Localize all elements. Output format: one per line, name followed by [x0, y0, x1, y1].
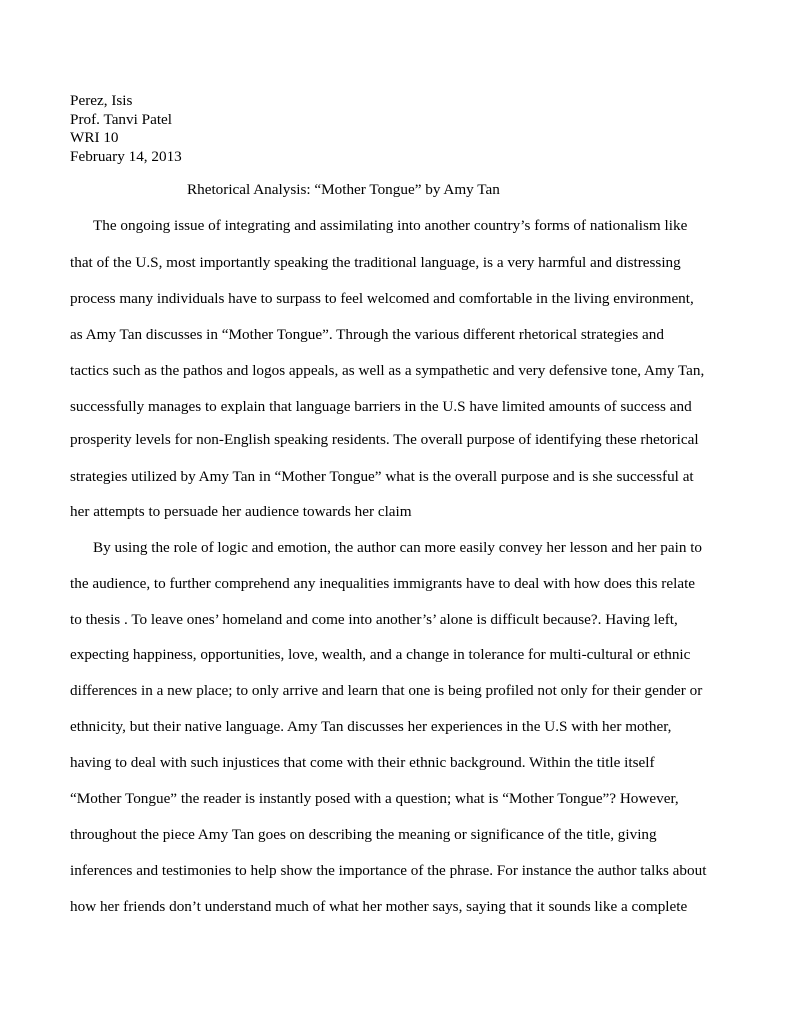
course-name: WRI 10: [70, 129, 119, 146]
paragraph-line: strategies utilized by Amy Tan in “Mother Tongue” what is the overall purpose and is she successful at: [70, 468, 694, 485]
essay-title: Rhetorical Analysis: “Mother Tongue” by Amy Tan: [187, 181, 500, 198]
paragraph-line: expecting happiness, opportunities, love, wealth, and a change in tolerance for multi-cultural or ethnic: [70, 646, 691, 663]
paragraph-line: successfully manages to explain that language barriers in the U.S have limited amounts of success and: [70, 398, 692, 415]
paragraph-line: differences in a new place; to only arrive and learn that one is being profiled not only for their gender or: [70, 682, 703, 699]
paragraph-line: throughout the piece Amy Tan goes on describing the meaning or significance of the title, giving: [70, 826, 657, 843]
paragraph-line: the audience, to further comprehend any inequalities immigrants have to deal with how does this relate: [70, 575, 696, 592]
professor-name: Prof. Tanvi Patel: [70, 110, 173, 128]
paragraph-line: “Mother Tongue” the reader is instantly posed with a question; what is “Mother Tongue”? However,: [70, 790, 679, 807]
paragraph-line: inferences and testimonies to help show the importance of the phrase. For instance the author talks about: [70, 862, 707, 879]
paragraph-line: By using the role of logic and emotion, the author can more easily convey her lesson and her pain to: [93, 539, 703, 556]
paragraph-line: The ongoing issue of integrating and assimilating into another country’s forms of nationalism like: [93, 217, 688, 234]
mla-header: [70, 92, 182, 166]
author-name: Perez, Isis: [70, 92, 133, 109]
paragraph-line: process many individuals have to surpass to feel welcomed and comfortable in the living environment,: [70, 290, 694, 307]
paragraph-line: prosperity levels for non-English speaking residents. The overall purpose of identifying these rhetorical: [70, 431, 699, 448]
paragraph-line: tactics such as the pathos and logos appeals, as well as a sympathetic and very defensive tone, Amy Tan,: [70, 362, 705, 379]
paragraph-line: how her friends don’t understand much of what her mother says, saying that it sounds like a complete: [70, 898, 688, 915]
paragraph-line: having to deal with such injustices that come with their ethnic background. Within the title itself: [70, 754, 655, 771]
paragraph-line: that of the U.S, most importantly speaking the traditional language, is a very harmful and distressing: [70, 254, 681, 271]
paragraph-line: ethnicity, but their native language. Amy Tan discusses her experiences in the U.S with her mother,: [70, 718, 672, 735]
paragraph-line: her attempts to persuade her audience towards her claim: [70, 503, 412, 520]
paragraph-line: as Amy Tan discusses in “Mother Tongue”. Through the various different rhetorical strategies and: [70, 326, 664, 343]
essay-date: February 14, 2013: [70, 147, 182, 165]
paragraph-line: to thesis . To leave ones’ homeland and come into another’s’ alone is difficult because?. Having left,: [70, 611, 678, 628]
